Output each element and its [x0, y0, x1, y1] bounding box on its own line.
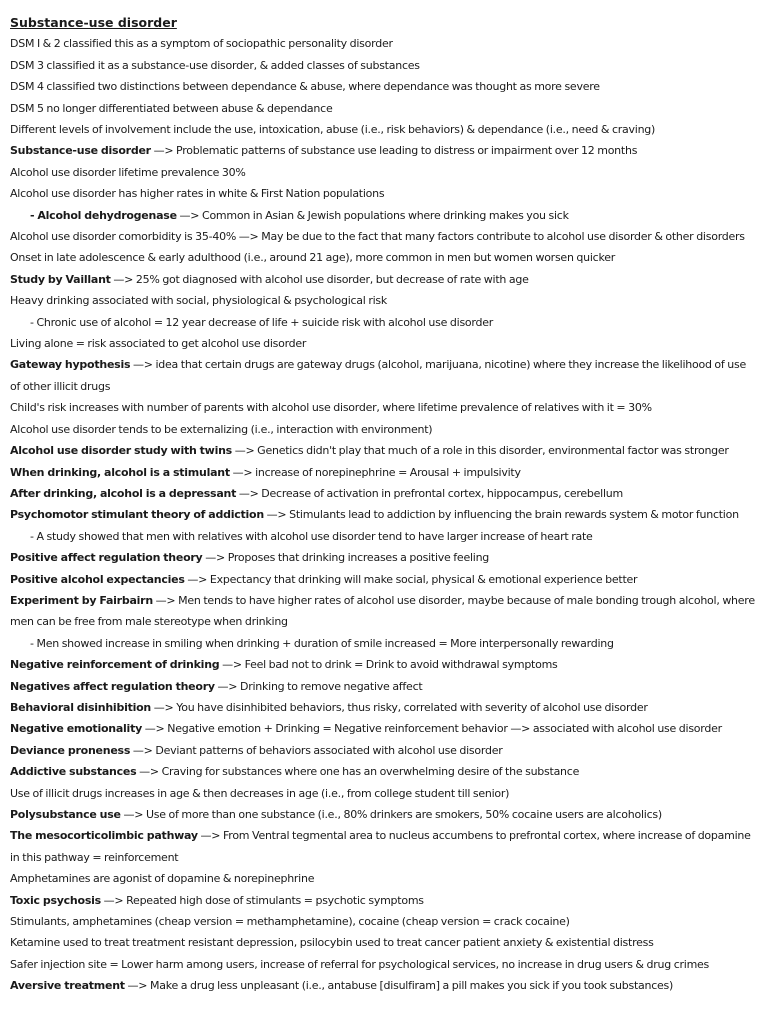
note-text: —> You have disinhibited behaviors, thus risky, correlated with severity of alcohol use disorder	[151, 700, 648, 714]
note-term: Aversive treatment	[10, 979, 125, 993]
note-text: Alcohol use disorder has higher rates in white & First Nation populations	[10, 187, 385, 201]
note-line	[10, 783, 758, 804]
note-term: When drinking, alcohol is a stimulant	[10, 465, 230, 479]
note-term: Positive alcohol expectancies	[10, 572, 185, 586]
note-text: Onset in late adolescence & early adulthood (i.e., around 21 age), more common in men but women worsen quicker	[10, 251, 615, 265]
note-text: —> Repeated high dose of stimulants = psychotic symptoms	[100, 893, 424, 907]
note-text: —> Expectancy that drinking will make social, physical & emotional experience better	[184, 572, 638, 586]
note-term: Negatives affect regulation theory	[10, 679, 215, 693]
note-line	[10, 462, 758, 483]
note-line	[10, 183, 758, 204]
note-line	[10, 697, 758, 718]
note-term: Addictive substances	[10, 765, 137, 779]
note-text: —> idea that certain drugs are gateway drugs (alcohol, marijuana, nicotine) where they increase the likelihood of use of other illicit drugs	[10, 358, 747, 393]
note-text: —> increase of norepinephrine = Arousal + impulsivity	[229, 465, 521, 479]
note-line	[10, 119, 758, 140]
note-line	[10, 590, 758, 633]
note-line	[10, 226, 758, 247]
notes-page	[10, 12, 758, 997]
note-text: —> Negative emotion + Drinking = Negative reinforcement behavior —> associated with alcohol use disorder	[142, 722, 722, 736]
note-term: Behavioral disinhibition	[10, 700, 152, 714]
note-text: —> Proposes that drinking increases a positive feeling	[202, 551, 490, 565]
note-line	[10, 312, 758, 333]
note-text: Ketamine used to treat treatment resistant depression, psilocybin used to treat cancer patient anxiety & existential distress	[10, 936, 654, 950]
note-text: Alcohol use disorder tends to be externalizing (i.e., interaction with environment)	[10, 422, 433, 436]
note-term: Gateway hypothesis	[10, 358, 131, 372]
note-line	[10, 333, 758, 354]
note-text: Heavy drinking associated with social, physiological & psychological risk	[10, 294, 388, 308]
note-term: - Alcohol dehydrogenase	[30, 208, 177, 222]
note-term: After drinking, alcohol is a depressant	[10, 486, 237, 500]
note-line	[10, 290, 758, 311]
note-line	[10, 654, 758, 675]
note-term: Deviance proneness	[10, 743, 131, 757]
notes-list	[10, 33, 758, 996]
note-line	[10, 504, 758, 525]
note-line	[10, 761, 758, 782]
note-line	[10, 55, 758, 76]
note-line	[10, 569, 758, 590]
note-line	[10, 633, 758, 654]
note-text: Stimulants, amphetamines (cheap version = methamphetamine), cocaine (cheap version = crack cocaine)	[10, 915, 570, 929]
note-line	[10, 419, 758, 440]
note-line	[10, 76, 758, 97]
note-text: Amphetamines are agonist of dopamine & norepinephrine	[10, 872, 315, 886]
note-line	[10, 526, 758, 547]
note-line	[10, 440, 758, 461]
note-text: —> Common in Asian & Jewish populations where drinking makes you sick	[176, 208, 569, 222]
note-line	[10, 932, 758, 953]
note-text: —> Deviant patterns of behaviors associated with alcohol use disorder	[130, 743, 503, 757]
note-line	[10, 954, 758, 975]
note-text: DSM 3 classified it as a substance-use disorder, & added classes of substances	[10, 58, 420, 72]
note-text: DSM I & 2 classified this as a symptom of sociopathic personality disorder	[10, 37, 393, 51]
note-term: Psychomotor stimulant theory of addiction	[10, 508, 264, 522]
note-line	[10, 547, 758, 568]
note-text: —> Genetics didn't play that much of a role in this disorder, environmental factor was stronger	[231, 444, 729, 458]
note-text: —> Drinking to remove negative affect	[214, 679, 423, 693]
note-line	[10, 804, 758, 825]
note-text: Use of illicit drugs increases in age & then decreases in age (i.e., from college student till senior)	[10, 786, 510, 800]
note-line	[10, 718, 758, 739]
note-term: Negative emotionality	[10, 722, 142, 736]
page-title: Substance-use disorder	[10, 15, 177, 30]
note-text: —> Men tends to have higher rates of alcohol use disorder, maybe because of male bonding trough alcohol, where men can be free from male stereotype when drinking	[10, 593, 755, 629]
note-line	[10, 33, 758, 54]
note-term: The mesocorticolimbic pathway	[10, 829, 198, 843]
note-term: Substance-use disorder	[10, 144, 151, 158]
note-text: —> Use of more than one substance (i.e., 80% drinkers are smokers, 50% cocaine users are alcoholics)	[120, 808, 662, 822]
note-text: Child's risk increases with number of parents with alcohol use disorder, where lifetime prevalence of relatives with it = 30%	[10, 401, 652, 415]
note-text: - Men showed increase in smiling when drinking + duration of smile increased = More interpersonally rewarding	[30, 636, 614, 650]
note-term: Experiment by Fairbairn	[10, 593, 153, 607]
note-line	[10, 676, 758, 697]
note-line	[10, 825, 758, 868]
note-text: —> Stimulants lead to addiction by influencing the brain rewards system & motor function	[263, 508, 739, 522]
note-text: —> Craving for substances where one has an overwhelming desire of the substance	[136, 765, 580, 779]
note-line	[10, 868, 758, 889]
note-term: Study by Vaillant	[10, 272, 111, 286]
note-term: Alcohol use disorder study with twins	[10, 444, 232, 458]
note-line	[10, 354, 758, 397]
note-term: Positive affect regulation theory	[10, 551, 203, 565]
note-text: —> 25% got diagnosed with alcohol use disorder, but decrease of rate with age	[110, 272, 529, 286]
note-text: Different levels of involvement include the use, intoxication, abuse (i.e., risk behaviors) & dependance (i.e., need & craving)	[10, 123, 656, 137]
note-term: Negative reinforcement of drinking	[10, 658, 220, 672]
note-line	[10, 740, 758, 761]
note-text: Alcohol use disorder comorbidity is 35-40% —> May be due to the fact that many factors contribute to alcohol use disorder & other disorders	[10, 230, 745, 244]
note-line	[10, 162, 758, 183]
note-line	[10, 911, 758, 932]
note-text: Safer injection site = Lower harm among users, increase of referral for psychological services, no increase in drug users & drug crimes	[10, 957, 710, 971]
note-text: —> Make a drug less unpleasant (i.e., antabuse [disulfiram] a pill makes you sick if you took substances)	[124, 979, 674, 993]
note-line	[10, 975, 758, 996]
note-line	[10, 483, 758, 504]
note-line	[10, 397, 758, 418]
note-text: DSM 4 classified two distinctions between dependance & abuse, where dependance was thought as more severe	[10, 80, 600, 94]
note-line	[10, 205, 758, 226]
note-line	[10, 269, 758, 290]
note-text: —> Problematic patterns of substance use leading to distress or impairment over 12 months	[150, 144, 638, 158]
note-line	[10, 247, 758, 268]
note-text: —> From Ventral tegmental area to nucleus accumbens to prefrontal cortex, where increase of dopamine in this pathway = reinforcement	[10, 829, 751, 864]
note-text: —> Feel bad not to drink = Drink to avoid withdrawal symptoms	[219, 658, 558, 672]
note-text: DSM 5 no longer differentiated between abuse & dependance	[10, 101, 333, 115]
note-line	[10, 140, 758, 161]
note-text: Living alone = risk associated to get alcohol use disorder	[10, 337, 307, 351]
note-line	[10, 98, 758, 119]
note-term: Polysubstance use	[10, 808, 121, 822]
note-text: - Chronic use of alcohol = 12 year decrease of life + suicide risk with alcohol use disorder	[30, 315, 494, 329]
note-text: - A study showed that men with relatives with alcohol use disorder tend to have larger increase of heart rate	[30, 529, 593, 543]
note-term: Toxic psychosis	[10, 893, 101, 907]
note-text: —> Decrease of activation in prefrontal cortex, hippocampus, cerebellum	[236, 486, 623, 500]
note-line	[10, 890, 758, 911]
note-text: Alcohol use disorder lifetime prevalence 30%	[10, 165, 246, 179]
